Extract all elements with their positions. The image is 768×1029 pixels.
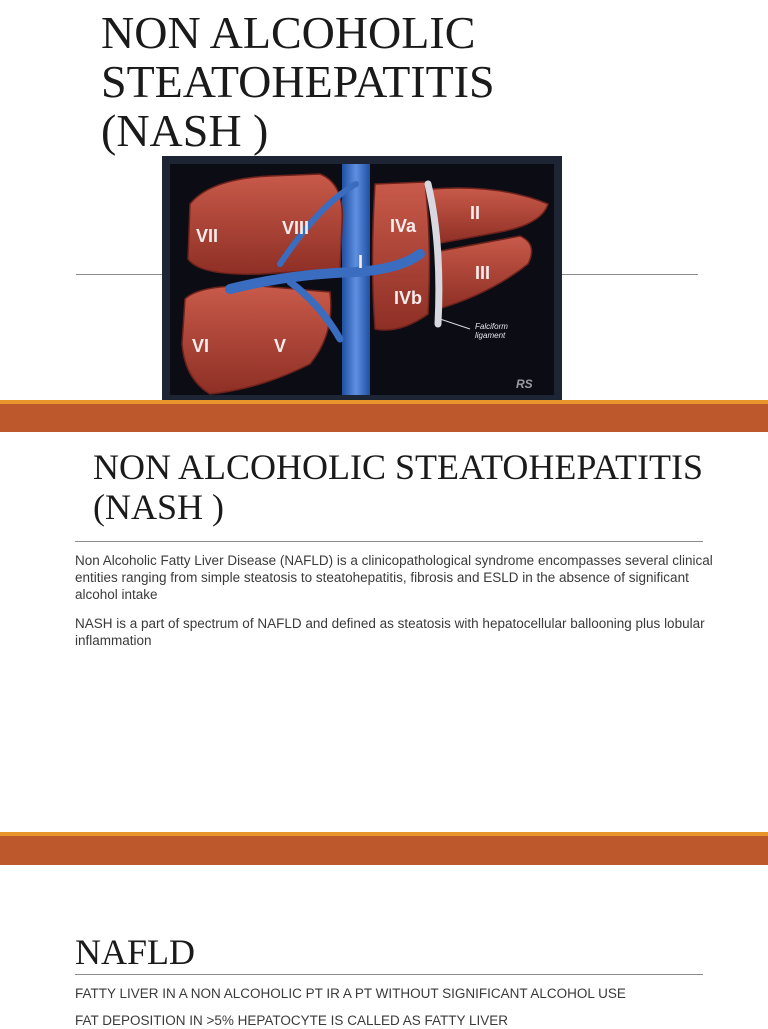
annotation-label-line2: ligament — [475, 331, 506, 340]
liver-illustration — [170, 164, 554, 395]
slide3-line-1: FATTY LIVER IN A NON ALCOHOLIC PT IR A PT WITHOUT SIGNIFICANT ALCOHOL USE — [75, 986, 626, 1001]
slide1-title-line2: STEATOHEPATITIS — [101, 56, 495, 107]
slide2-title-line1: NON ALCOHOLIC STEATOHEPATITIS — [93, 447, 704, 487]
vena-cava — [342, 164, 370, 395]
segment-label-vi: VI — [192, 336, 210, 356]
segment-label-ivb: IVb — [394, 288, 423, 308]
segment-label-i: I — [358, 252, 364, 272]
slide3-rule — [75, 974, 703, 975]
segment-label-vii: VII — [196, 226, 219, 246]
segment-label-viii: VIII — [282, 218, 310, 238]
slide2-paragraph-2: NASH is a part of spectrum of NAFLD and defined as steatosis with hepatocellular ballooning plus lobular inflammation — [75, 616, 705, 648]
segment-label-v: V — [274, 336, 287, 356]
slide-divider-band-1 — [0, 400, 768, 432]
slide1-rule-right — [562, 274, 698, 275]
slide2-title-line2: (NASH ) — [93, 487, 224, 527]
annotation-label-line1: Falciform — [475, 322, 508, 331]
slide3-line-2: FAT DEPOSITION IN >5% HEPATOCYTE IS CALLED AS FATTY LIVER — [75, 1013, 509, 1028]
slide2-title — [93, 447, 743, 527]
slide2-rule — [75, 541, 703, 542]
segment-upper-right — [188, 174, 342, 274]
slide-divider-band-2 — [0, 832, 768, 865]
slide1-title — [101, 8, 661, 155]
segment-label-iii: III — [475, 263, 491, 283]
slide3-title: NAFLD — [75, 932, 196, 972]
slide1-title-line3: (NASH ) — [101, 105, 269, 156]
segment-label-iva: IVa — [390, 216, 417, 236]
slide2-paragraph-1: Non Alcoholic Fatty Liver Disease (NAFLD) is a clinicopathological syndrome encompasses several clinical entities ranging from simple steatosis to steatohepatitis, fibrosis and ESLD in the absence of significant alcohol intake — [75, 553, 713, 602]
liver-segments-figure — [162, 156, 562, 403]
slide1-rule-left — [76, 274, 162, 275]
slide1-title-line1: NON ALCOHOLIC — [101, 7, 476, 58]
figure-logo: RS — [516, 377, 533, 391]
segment-label-ii: II — [470, 203, 481, 223]
